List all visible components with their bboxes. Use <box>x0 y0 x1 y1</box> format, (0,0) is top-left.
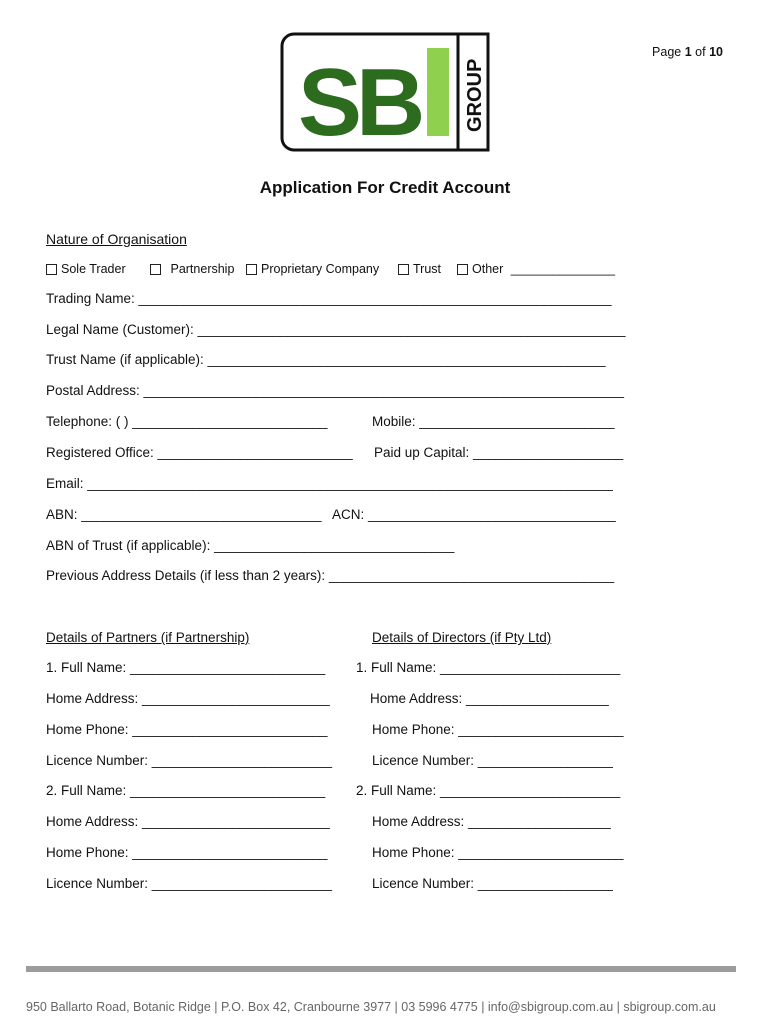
director2-home-address[interactable]: Home Address: ___________________ <box>372 814 611 829</box>
checkbox-box[interactable] <box>150 264 161 275</box>
acn-field[interactable]: ACN: _________________________________ <box>332 507 616 522</box>
checkbox-box[interactable] <box>457 264 468 275</box>
director2-home-phone[interactable]: Home Phone: ______________________ <box>372 845 624 860</box>
director1-home-phone[interactable]: Home Phone: ______________________ <box>372 722 624 737</box>
logo-sb-text: SB <box>298 49 420 152</box>
partner2-full-name[interactable]: 2. Full Name: __________________________ <box>46 783 326 798</box>
partner1-home-address[interactable]: Home Address: _________________________ <box>46 691 330 706</box>
director1-licence[interactable]: Licence Number: __________________ <box>372 753 613 768</box>
checkbox-sole-trader[interactable]: Sole Trader <box>46 262 126 276</box>
footer-contact: 950 Ballarto Road, Botanic Ridge | P.O. Box 42, Cranbourne 3977 | 03 5996 4775 | info@sbigroup.com.au | sbigroup.com.au <box>26 1000 716 1014</box>
abn-trust-field[interactable]: ABN of Trust (if applicable): ________________________________ <box>46 538 455 553</box>
page-number: Page 1 of 10 <box>652 45 723 59</box>
partner2-home-phone[interactable]: Home Phone: __________________________ <box>46 845 328 860</box>
partner1-home-phone[interactable]: Home Phone: __________________________ <box>46 722 328 737</box>
registered-office-field[interactable]: Registered Office: __________________________ <box>46 445 353 460</box>
page-title: Application For Credit Account <box>259 178 511 197</box>
trust-name-field[interactable]: Trust Name (if applicable): _____________________________________________________ <box>46 352 606 367</box>
director2-licence[interactable]: Licence Number: __________________ <box>372 876 613 891</box>
checkbox-box[interactable] <box>246 264 257 275</box>
footer-divider <box>26 966 736 972</box>
sb-group-logo <box>280 32 490 152</box>
telephone-field[interactable]: Telephone: ( ) __________________________ <box>46 414 328 429</box>
postal-address-field[interactable]: Postal Address: ________________________________________________________________ <box>46 383 625 398</box>
abn-field[interactable]: ABN: ________________________________ <box>46 507 322 522</box>
email-field[interactable]: Email: ______________________________________________________________________ <box>46 476 613 491</box>
directors-heading: Details of Directors (if Pty Ltd) <box>372 630 552 645</box>
checkbox-box[interactable] <box>46 264 57 275</box>
nature-heading: Nature of Organisation <box>46 231 187 247</box>
partner1-licence[interactable]: Licence Number: ________________________ <box>46 753 332 768</box>
checkbox-trust[interactable]: Trust <box>398 262 441 276</box>
legal-name-field[interactable]: Legal Name (Customer): _________________________________________________________ <box>46 322 626 337</box>
director1-full-name[interactable]: 1. Full Name: ________________________ <box>356 660 621 675</box>
checkbox-partnership[interactable]: Partnership <box>150 262 234 276</box>
director2-full-name[interactable]: 2. Full Name: ________________________ <box>356 783 621 798</box>
partner1-full-name[interactable]: 1. Full Name: __________________________ <box>46 660 326 675</box>
previous-address-field[interactable]: Previous Address Details (if less than 2 years): ______________________________________ <box>46 568 615 583</box>
director1-home-address[interactable]: Home Address: ___________________ <box>370 691 609 706</box>
checkbox-box[interactable] <box>398 264 409 275</box>
partner2-licence[interactable]: Licence Number: ________________________ <box>46 876 332 891</box>
paid-up-capital-field[interactable]: Paid up Capital: ____________________ <box>374 445 624 460</box>
mobile-field[interactable]: Mobile: __________________________ <box>372 414 615 429</box>
partners-heading: Details of Partners (if Partnership) <box>46 630 250 645</box>
checkbox-proprietary-company[interactable]: Proprietary Company <box>246 262 379 276</box>
trading-name-field[interactable]: Trading Name: _______________________________________________________________ <box>46 291 612 306</box>
checkbox-other[interactable]: Other _______________ <box>457 262 615 276</box>
partner2-home-address[interactable]: Home Address: _________________________ <box>46 814 330 829</box>
logo-group-text: GROUP <box>464 58 486 132</box>
other-line[interactable]: _______________ <box>510 262 616 276</box>
